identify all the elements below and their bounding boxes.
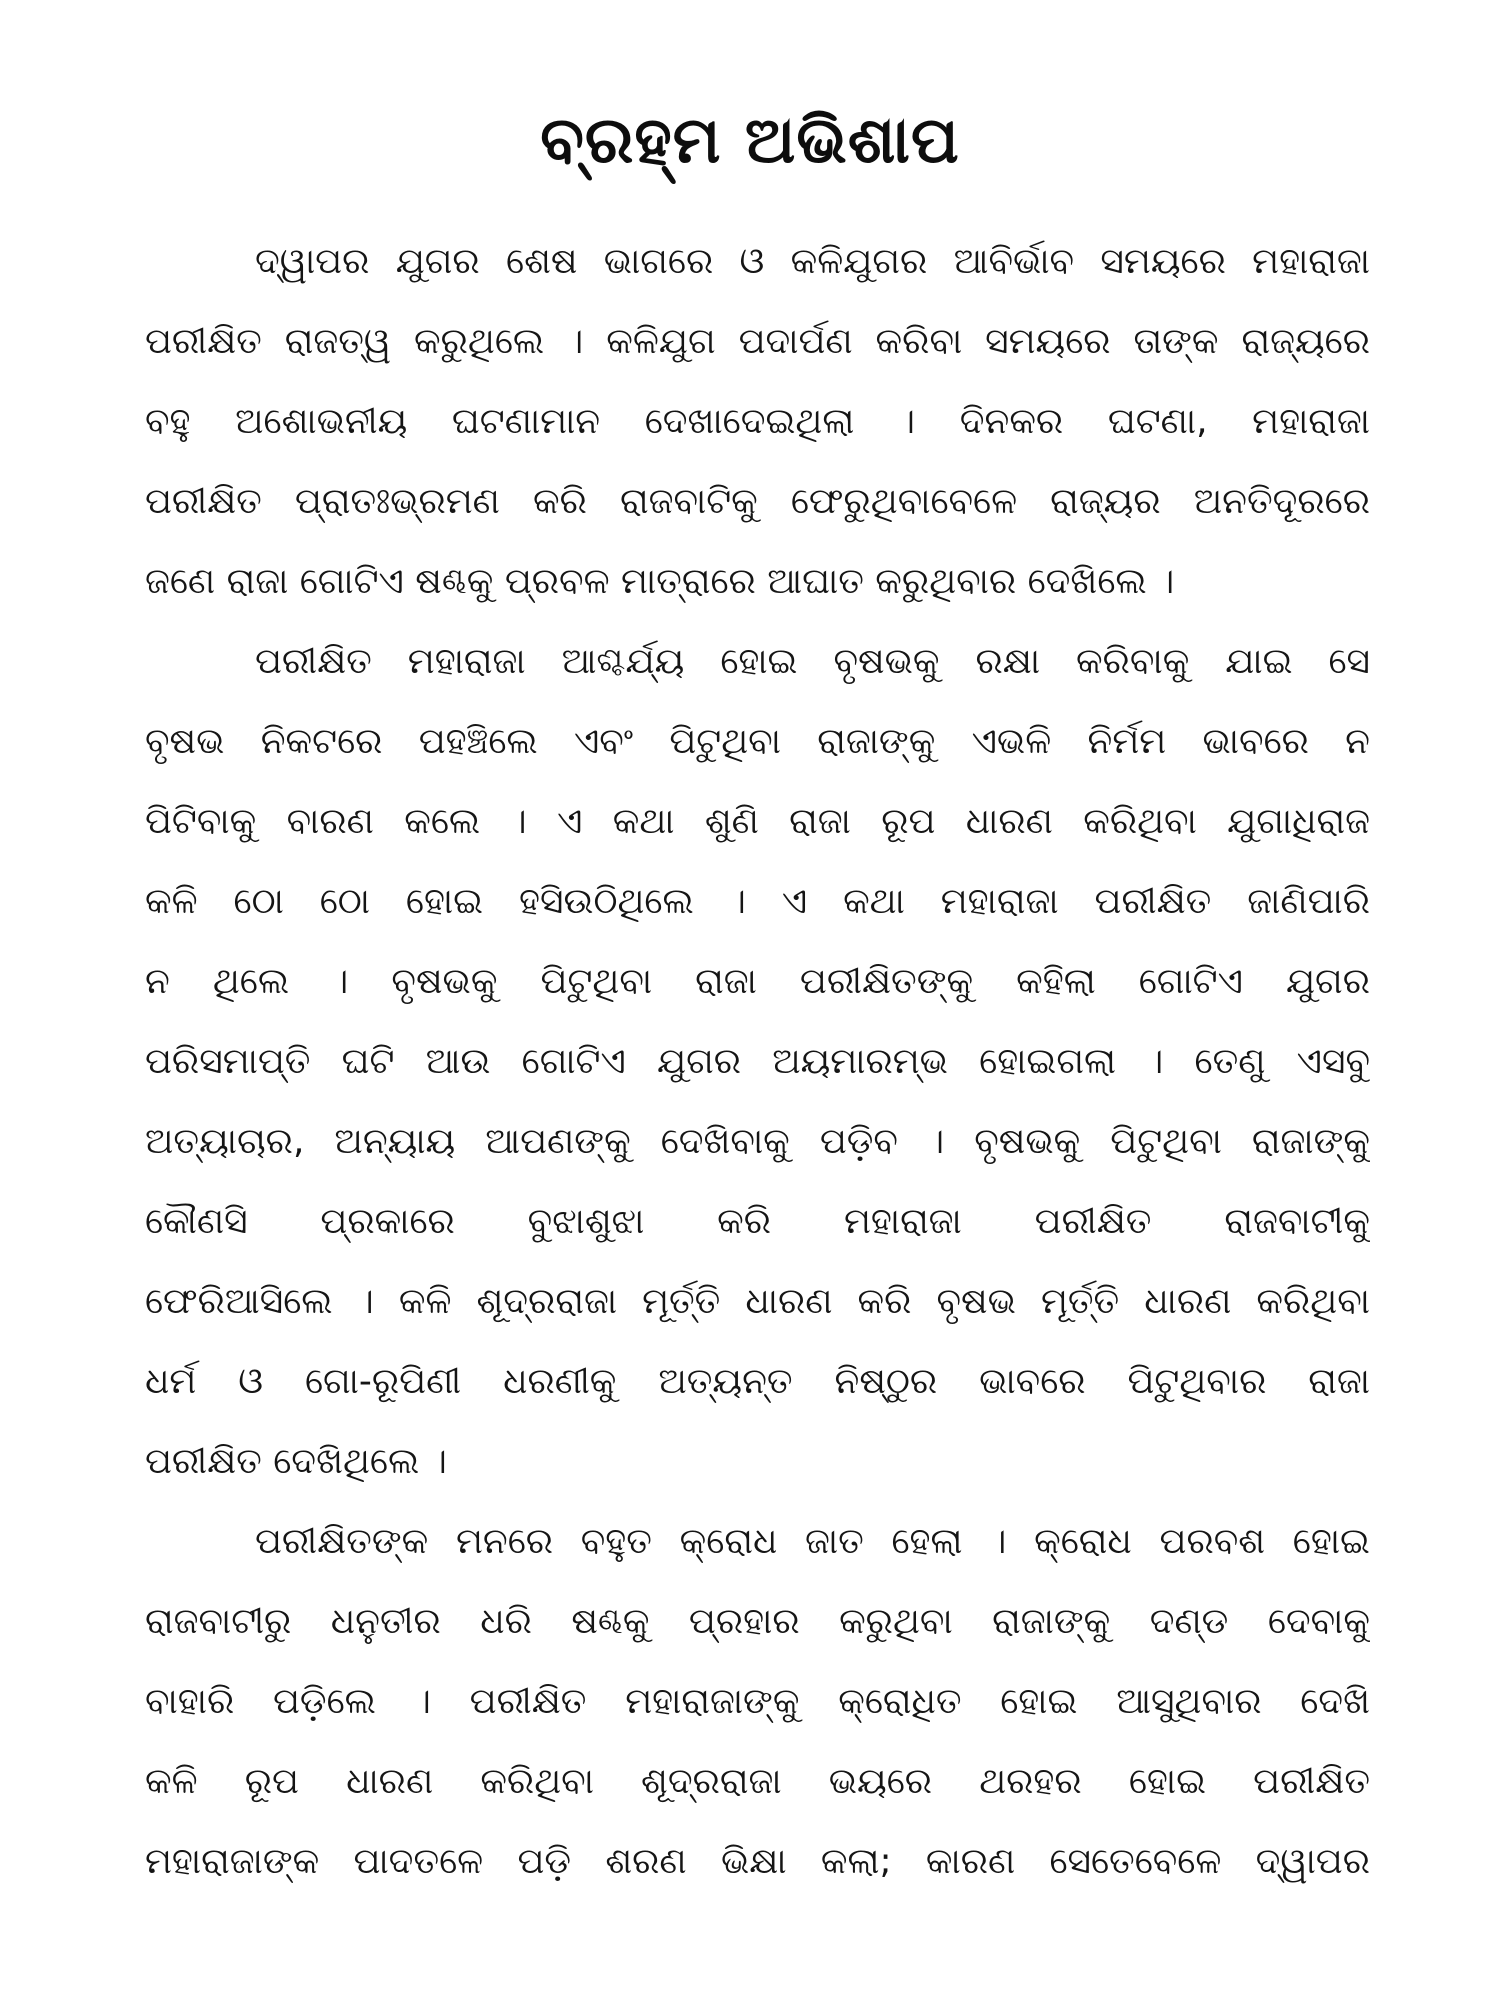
text-line: କଳି ରୂପ ଧାରଣ କରିଥିବା ଶୂଦ୍ରରାଜା ଭୟରେ ଥରହର ହୋଇ ପରୀକ୍ଷିତ [145, 1761, 1370, 1802]
text-line: ଫେରିଆସିଲେ । କଳି ଶୂଦ୍ରରାଜା ମୂର୍ତ୍ତି ଧାରଣ କରି ବୃଷଭ ମୂର୍ତ୍ତି ଧାରଣ କରିଥିବା [145, 1281, 1370, 1322]
text-line: ଦ୍ୱାପର ଯୁଗର ଶେଷ ଭାଗରେ ଓ କଳିଯୁଗର ଆବିର୍ଭାବ ସମୟରେ ମହାରାଜା [255, 241, 1370, 282]
text-line: ଜଣେ ରାଜା ଗୋଟିଏ ଷଣ୍ଢକୁ ପ୍ରବଳ ମାତ୍ରାରେ ଆଘାତ କରୁଥିବାର ଦେଖିଲେ । [145, 561, 1175, 602]
text-line: ପରୀକ୍ଷିତ ପ୍ରାତଃଭ୍ରମଣ କରି ରାଜବାଟିକୁ ଫେରୁଥିବାବେଳେ ରାଜ୍ୟର ଅନତିଦୂରରେ [145, 481, 1370, 522]
text-line: ଧର୍ମ ଓ ଗୋ-ରୂପିଣୀ ଧରଣୀକୁ ଅତ୍ୟନ୍ତ ନିଷ୍ଠୁର ଭାବରେ ପିଟୁଥିବାର ରାଜା [145, 1361, 1370, 1402]
text-line: ପରୀକ୍ଷିତ ମହାରାଜା ଆଶ୍ଚର୍ଯ୍ୟ ହୋଇ ବୃଷଭକୁ ରକ୍ଷା କରିବାକୁ ଯାଇ ସେ [255, 641, 1370, 682]
story-body [145, 222, 1370, 1902]
text-line: କୌଣସି ପ୍ରକାରେ ବୁଝାଶୁଝା କରି ମହାରାଜା ପରୀକ୍ଷିତ ରାଜବାଟୀକୁ [145, 1201, 1370, 1242]
page-title: ବ୍ରହ୍ମ ଅଭିଶାପ [540, 104, 960, 178]
text-line: ବାହାରି ପଡ଼ିଲେ । ପରୀକ୍ଷିତ ମହାରାଜାଙ୍କୁ କ୍ରୋଧିତ ହୋଇ ଆସୁଥିବାର ଦେଖି [145, 1681, 1370, 1722]
text-line: ବହୁ ଅଶୋଭନୀୟ ଘଟଣାମାନ ଦେଖାଦେଇଥିଲା । ଦିନକର ଘଟଣା, ମହାରାଜା [145, 401, 1370, 442]
text-line: ରାଜବାଟୀରୁ ଧନୁତୀର ଧରି ଷଣ୍ଢକୁ ପ୍ରହାର କରୁଥିବା ରାଜାଙ୍କୁ ଦଣ୍ଡ ଦେବାକୁ [145, 1601, 1370, 1642]
text-line: ପରୀକ୍ଷିତଙ୍କ ମନରେ ବହୁତ କ୍ରୋଧ ଜାତ ହେଲା । କ୍ରୋଧ ପରବଶ ହୋଇ [255, 1521, 1370, 1562]
text-line: ପିଟିବାକୁ ବାରଣ କଲେ । ଏ କଥା ଶୁଣି ରାଜା ରୂପ ଧାରଣ କରିଥିବା ଯୁଗାଧିରାଜ [145, 801, 1370, 842]
text-line: ପରୀକ୍ଷିତ ଦେଖିଥିଲେ । [145, 1441, 447, 1482]
text-line: ମହାରାଜାଙ୍କ ପାଦତଳେ ପଡ଼ି ଶରଣ ଭିକ୍ଷା କଲା; କାରଣ ସେତେବେଳେ ଦ୍ୱାପର [145, 1841, 1370, 1882]
text-line: ଅତ୍ୟାଚାର, ଅନ୍ୟାୟ ଆପଣଙ୍କୁ ଦେଖିବାକୁ ପଡ଼ିବ । ବୃଷଭକୁ ପିଟୁଥିବା ରାଜାଙ୍କୁ [145, 1121, 1370, 1162]
text-line: ପରୀକ୍ଷିତ ରାଜତ୍ୱ କରୁଥିଲେ । କଳିଯୁଗ ପଦାର୍ପଣ କରିବା ସମୟରେ ତାଙ୍କ ରାଜ୍ୟରେ [145, 321, 1370, 362]
text-line: ବୃଷଭ ନିକଟରେ ପହଞ୍ଚିଲେ ଏବଂ ପିଟୁଥିବା ରାଜାଙ୍କୁ ଏଭଳି ନିର୍ମମ ଭାବରେ ନ [145, 721, 1370, 762]
text-line: ନ ଥିଲେ । ବୃଷଭକୁ ପିଟୁଥିବା ରାଜା ପରୀକ୍ଷିତଙ୍କୁ କହିଲା ଗୋଟିଏ ଯୁଗର [145, 961, 1370, 1002]
text-line: ପରିସମାପ୍ତି ଘଟି ଆଉ ଗୋଟିଏ ଯୁଗର ଅୟମାରମ୍ଭ ହୋଇଗଲା । ତେଣୁ ଏସବୁ [145, 1041, 1370, 1082]
text-line: କଳି ଠୋ ଠୋ ହୋଇ ହସିଉଠିଥିଲେ । ଏ କଥା ମହାରାଜା ପରୀକ୍ଷିତ ଜାଣିପାରି [145, 881, 1370, 922]
